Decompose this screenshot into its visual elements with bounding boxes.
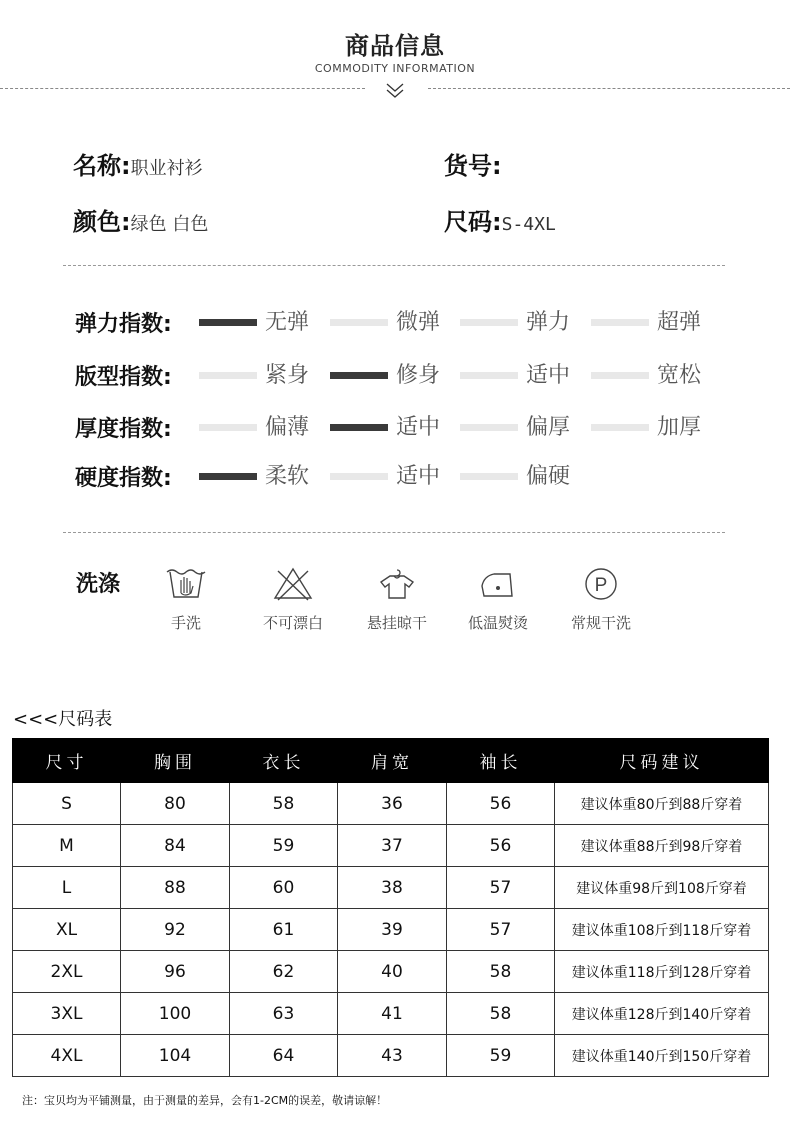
table-cell: 61 [230, 909, 338, 951]
index-bar [199, 424, 257, 431]
table-row [13, 951, 769, 993]
index-bar [460, 372, 518, 379]
table-cell: 58 [447, 993, 555, 1035]
table-cell: M [13, 825, 121, 867]
table-cell: 43 [338, 1035, 447, 1077]
table-cell: 92 [121, 909, 230, 951]
care-item-no-bleach [253, 566, 333, 633]
table-cell: 36 [338, 783, 447, 825]
size-key: 尺码: [444, 208, 502, 236]
index-option: 适中 [396, 415, 441, 440]
table-cell: 41 [338, 993, 447, 1035]
product-sku [444, 146, 502, 181]
table-row [13, 993, 769, 1035]
table-cell: 38 [338, 867, 447, 909]
no-bleach-icon [271, 566, 315, 602]
index-option: 宽松 [657, 363, 702, 388]
header-size: 尺寸 [13, 739, 121, 783]
hand-wash-icon [164, 566, 208, 602]
measurement-note: 注：宝贝均为平铺测量，由于测量的差异，会有1-2CM的误差，敬请谅解！ [22, 1094, 388, 1107]
table-cell: 建议体重80斤到88斤穿着 [555, 783, 769, 825]
table-cell: 建议体重98斤到108斤穿着 [555, 867, 769, 909]
care-text: 手洗 [170, 614, 201, 632]
index-option: 弹力 [526, 310, 571, 335]
care-item-dry-clean [561, 566, 641, 633]
index-bar [591, 319, 649, 326]
index-label: 厚度指数: [75, 417, 172, 442]
low-iron-icon [476, 566, 520, 602]
table-cell: 62 [230, 951, 338, 993]
care-text: 低温熨烫 [467, 614, 528, 632]
index-option: 加厚 [657, 415, 702, 440]
header-chest: 胸围 [121, 739, 230, 783]
table-cell: 57 [447, 867, 555, 909]
table-cell: 100 [121, 993, 230, 1035]
table-row [13, 909, 769, 951]
hang-dry-icon [375, 566, 419, 602]
dry-clean-p-icon [579, 566, 623, 602]
index-option: 超弹 [657, 310, 702, 335]
table-cell: 40 [338, 951, 447, 993]
product-name [73, 146, 203, 181]
header-sleeve: 袖长 [447, 739, 555, 783]
index-bar-selected [199, 319, 257, 326]
care-item-hand-wash [146, 566, 226, 633]
table-cell: 59 [230, 825, 338, 867]
table-row [13, 783, 769, 825]
table-cell: 建议体重140斤到150斤穿着 [555, 1035, 769, 1077]
table-cell: 63 [230, 993, 338, 1035]
color-value: 绿色 白色 [130, 214, 209, 235]
table-cell: 64 [230, 1035, 338, 1077]
care-text: 常规干洗 [570, 614, 631, 632]
index-label: 版型指数: [75, 365, 172, 390]
sku-key: 货号: [444, 152, 502, 180]
name-value: 职业衬衫 [130, 158, 203, 179]
table-cell: 39 [338, 909, 447, 951]
care-item-low-iron [458, 566, 538, 633]
index-option: 偏薄 [265, 415, 310, 440]
color-key: 颜色: [73, 208, 131, 236]
index-option: 修身 [396, 363, 441, 388]
table-row [13, 825, 769, 867]
name-key: 名称: [73, 152, 131, 180]
table-row [13, 1035, 769, 1077]
table-cell: 4XL [13, 1035, 121, 1077]
table-cell: 80 [121, 783, 230, 825]
index-option: 适中 [396, 464, 441, 489]
divider-top [63, 265, 725, 266]
table-cell: 84 [121, 825, 230, 867]
table-cell: 建议体重88斤到98斤穿着 [555, 825, 769, 867]
index-bar [591, 424, 649, 431]
header-divider-left [0, 88, 365, 89]
index-bar [591, 372, 649, 379]
index-label: 硬度指数: [75, 466, 172, 491]
index-option: 柔软 [265, 464, 310, 489]
index-bar [460, 319, 518, 326]
table-cell: 建议体重128斤到140斤穿着 [555, 993, 769, 1035]
table-row [13, 867, 769, 909]
header-length: 衣长 [230, 739, 338, 783]
index-bar-selected [330, 372, 388, 379]
index-option: 无弹 [265, 310, 310, 335]
table-cell: 88 [121, 867, 230, 909]
index-option: 偏厚 [526, 415, 571, 440]
table-cell: 96 [121, 951, 230, 993]
header-recommendation: 尺码建议 [555, 739, 769, 783]
index-bar [199, 372, 257, 379]
table-cell: 2XL [13, 951, 121, 993]
section-title: 商品信息 [345, 32, 445, 60]
table-cell: 56 [447, 783, 555, 825]
product-color [73, 202, 208, 237]
index-bar [460, 424, 518, 431]
index-option: 偏硬 [526, 464, 571, 489]
index-option: 微弹 [396, 310, 441, 335]
table-cell: XL [13, 909, 121, 951]
chevron-down-icon [383, 81, 407, 101]
table-cell: 104 [121, 1035, 230, 1077]
table-cell: 56 [447, 825, 555, 867]
table-cell: 3XL [13, 993, 121, 1035]
care-item-hang-dry [357, 566, 437, 633]
index-bar-selected [199, 473, 257, 480]
index-bar-selected [330, 424, 388, 431]
table-cell: 37 [338, 825, 447, 867]
table-cell: 建议体重108斤到118斤穿着 [555, 909, 769, 951]
table-cell: S [13, 783, 121, 825]
index-bar [460, 473, 518, 480]
table-cell: 59 [447, 1035, 555, 1077]
size-value: S-4XL [501, 214, 556, 235]
index-label: 弹力指数: [75, 312, 172, 337]
header-divider-right [428, 88, 790, 89]
table-cell: 57 [447, 909, 555, 951]
size-table-title: <<<尺码表 [13, 709, 113, 730]
svg-text:P: P [594, 575, 608, 596]
section-subtitle: COMMODITY INFORMATION [314, 62, 476, 75]
care-text: 悬挂晾干 [366, 614, 427, 632]
index-bar [330, 473, 388, 480]
size-table-header [13, 739, 769, 783]
divider-bottom [63, 532, 725, 533]
table-cell: 58 [230, 783, 338, 825]
index-option: 紧身 [265, 363, 310, 388]
table-cell: 58 [447, 951, 555, 993]
table-cell: 60 [230, 867, 338, 909]
index-option: 适中 [526, 363, 571, 388]
table-cell: 建议体重118斤到128斤穿着 [555, 951, 769, 993]
care-text: 不可漂白 [262, 614, 323, 632]
size-table [12, 738, 769, 1077]
header-shoulder: 肩宽 [338, 739, 447, 783]
table-cell: L [13, 867, 121, 909]
product-size [444, 202, 556, 237]
index-bar [330, 319, 388, 326]
care-label: 洗涤 [76, 572, 121, 597]
